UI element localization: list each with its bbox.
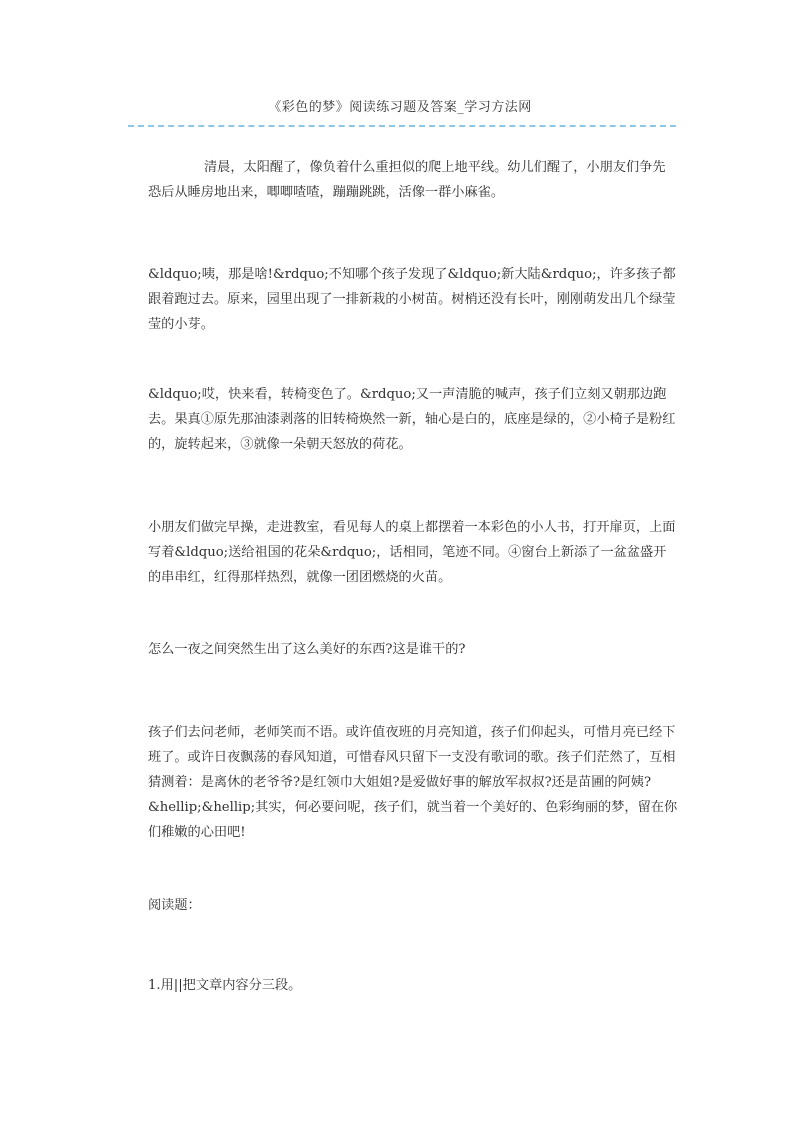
document-title: 《彩色的梦》阅读练习题及答案_学习方法网 [268, 100, 532, 115]
paragraph-6: 孩子们去问老师，老师笑而不语。或许值夜班的月亮知道，孩子们仰起头，可惜月亮已经下班了。或许日夜飘荡的春风知道，可惜春风只留下一支没有歌词的歌。孩子们茫然了，互相猜测着：是离休的老爷爷?是红领巾大姐姐?是爱做好事的解放军叔叔?还是苗圃的阿姨?&hellip;&hellip;其实，何必要问呢，孩子们，就当着一个美好的、色彩绚丽的梦，留在你们稚嫩的心田吧! [148, 725, 678, 840]
paragraph-5: 怎么一夜之间突然生出了这么美好的东西?这是谁干的? [148, 642, 466, 657]
paragraph-1: 清晨，太阳醒了，像负着什么重担似的爬上地平线。幼儿们醒了，小朋友们争先恐后从睡房地出来，唧唧喳喳，蹦蹦跳跳，活像一群小麻雀。 [148, 160, 666, 200]
reading-questions-heading: 阅读题： [148, 898, 201, 913]
question-1: 1.用||把文章内容分三段。 [148, 978, 302, 993]
paragraph-2: &ldquo;咦，那是啥!&rdquo;不知哪个孩子发现了&ldquo;新大陆&rdquo;，许多孩子都跟着跑过去。原来，园里出现了一排新栽的小树苗。树梢还没有长叶，刚刚萌发出几个绿莹莹的小芽。 [148, 267, 676, 332]
paragraph-3: &ldquo;哎，快来看，转椅变色了。&rdquo;又一声清脆的喊声，孩子们立刻又朝那边跑去。果真①原先那油漆剥落的旧转椅焕然一新，轴心是白的，底座是绿的，②小椅子是粉红的，旋转起来，③就像一朵朝天怒放的荷花。 [148, 387, 676, 452]
paragraph-4: 小朋友们做完早操，走进教室，看见每人的桌上都摆着一本彩色的小人书，打开扉页，上面写着&ldquo;送给祖国的花朵&rdquo;，话相同，笔迹不同。④窗台上新添了一盆盆盛开的串串红，红得那样热烈，就像一团团燃烧的火苗。 [148, 520, 676, 585]
title-divider [128, 125, 676, 127]
